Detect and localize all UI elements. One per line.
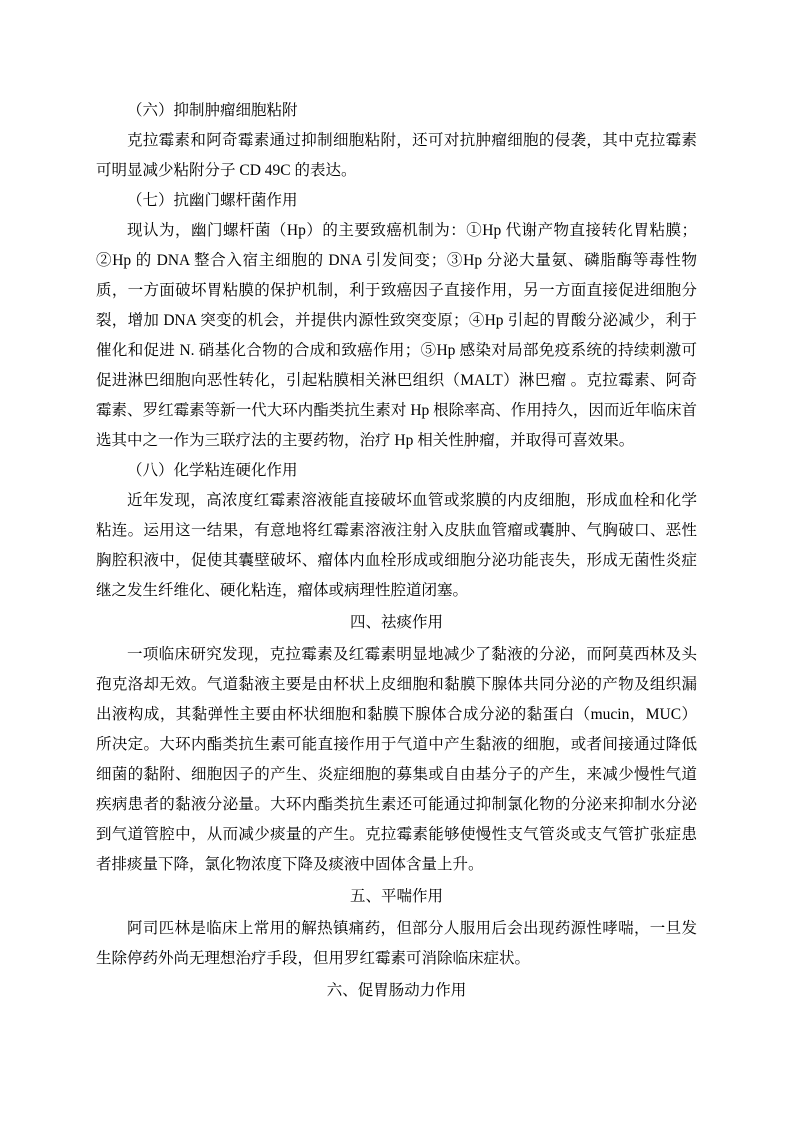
document-content — [96, 96, 697, 1006]
paragraph: 一项临床研究发现，克拉霉素及红霉素明显地减少了黏液的分泌，而阿莫西林及头孢克洛却无效。气道黏液主要是由杯状上皮细胞和黏膜下腺体共同分泌的产物及组织漏出液构成，其黏弹性主要由杯状细胞和黏膜下腺体合成分泌的黏蛋白（mucin，MUC）所决定。大环内酯类抗生素可能直接作用于气道中产生黏液的细胞，或者间接通过降低细菌的黏附、细胞因子的产生、炎症细胞的募集或自由基分子的产生，来减少慢性气道疾病患者的黏液分泌量。大环内酯类抗生素还可能通过抑制氯化物的分泌来抑制水分泌到气道管腔中，从而减少痰量的产生。克拉霉素能够使慢性支气管炎或支气管扩张症患者排痰量下降，氯化物浓度下降及痰液中固体含量上升。 — [96, 646, 697, 873]
section-heading: 四、祛痰作用 — [349, 614, 443, 631]
paragraph: 克拉霉素和阿奇霉素通过抑制细胞粘附，还可对抗肿瘤细胞的侵袭，其中克拉霉素可明显减少粘附分子 CD 49C 的表达。 — [96, 132, 697, 179]
section-heading: 六、促胃肠动力作用 — [326, 982, 467, 999]
sub-heading: （六）抑制肿瘤细胞粘附 — [127, 102, 298, 119]
sub-heading: （八）化学粘连硬化作用 — [127, 462, 298, 479]
paragraph: 近年发现，高浓度红霉素溶液能直接破坏血管或浆膜的内皮细胞，形成血栓和化学粘连。运用这一结果，有意地将红霉素溶液注射入皮肤血管瘤或囊肿、气胸破口、恶性胸腔积液中，促使其囊壁破坏、瘤体内血栓形成或细胞分泌功能丧失，形成无菌性炎症继之发生纤维化、硬化粘连，瘤体或病理性腔道闭塞。 — [96, 492, 697, 599]
section-heading: 五、平喘作用 — [349, 888, 443, 905]
sub-heading: （七）抗幽门螺杆菌作用 — [127, 192, 298, 209]
paragraph: 阿司匹林是临床上常用的解热镇痛药，但部分人服用后会出现药源性哮喘，一旦发生除停药外尚无理想治疗手段，但用罗红霉素可消除临床症状。 — [96, 920, 697, 967]
paragraph: 现认为，幽门螺杆菌（Hp）的主要致癌机制为：①Hp 代谢产物直接转化胃粘膜；②Hp 的 DNA 整合入宿主细胞的 DNA 引发间变；③Hp 分泌大量氨、磷脂酶等毒性物质，一方面破坏胃粘膜的保护机制，利于致癌因子直接作用，另一方面直接促进细胞分裂，增加 DNA 突变的机会，并提供内源性致突变原；④Hp 引起的胃酸分泌减少，利于催化和促进 N. 硝基化合物的合成和致癌作用；⑤Hp 感染对局部免疫系统的持续刺激可促进淋巴细胞向恶性转化，引起粘膜相关淋巴组织（MALT）淋巴瘤 。克拉霉素、阿奇霉素、罗红霉素等新一代大环内酯类抗生素对 Hp 根除率高、作用持久，因而近年临床首选其中之一作为三联疗法的主要药物，治疗 Hp 相关性肿瘤，并取得可喜效果。 — [96, 222, 697, 449]
